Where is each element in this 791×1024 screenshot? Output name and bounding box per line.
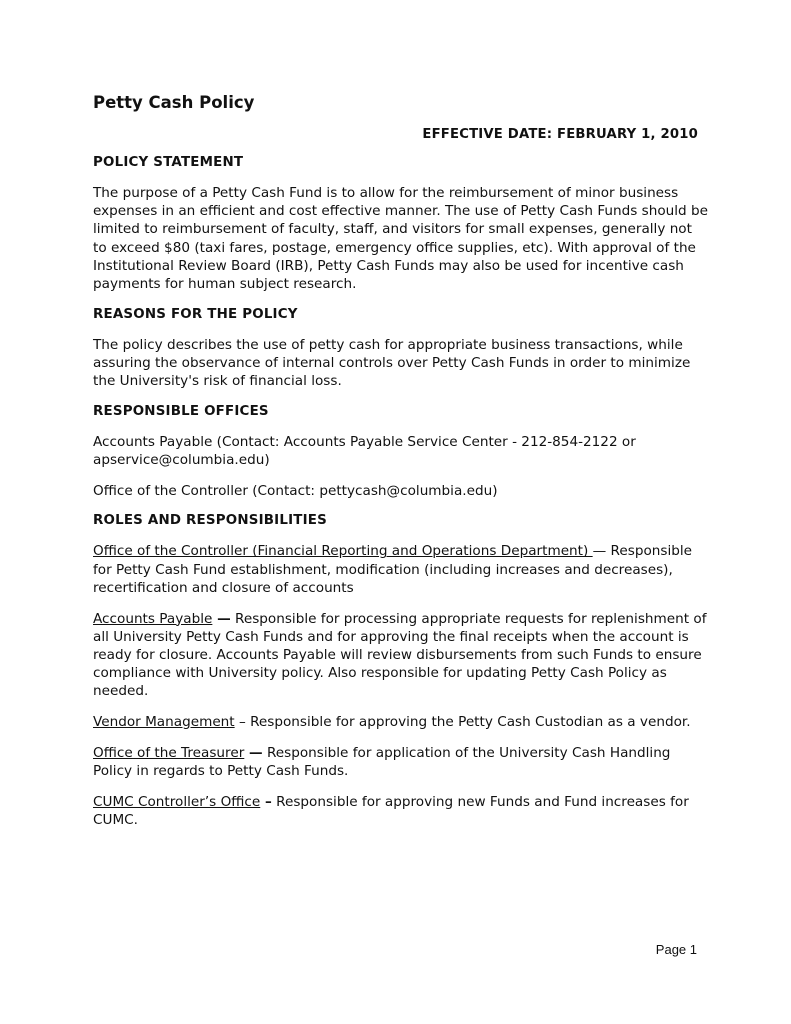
policy-statement-section: [93, 154, 708, 293]
role-description: Responsible for Petty Cash Fund establishment, modification (including increases and decreases), recertification and closure of accounts: [93, 543, 693, 596]
role-office-name: Accounts Payable: [93, 610, 213, 627]
policy-statement-heading: POLICY STATEMENT: [93, 155, 244, 170]
role-office-name: Vendor Management: [93, 714, 235, 731]
role-office-name: Office of the Controller (Financial Reporting and Operations Department): [93, 543, 593, 560]
document-body: [93, 154, 708, 842]
role-dash: –: [260, 793, 272, 810]
role-office-name: Office of the Treasurer: [93, 744, 245, 761]
responsible-office-controller: Office of the Controller (Contact: pettycash@columbia.edu): [93, 482, 498, 499]
role-dash: –: [234, 714, 246, 731]
role-office-name: CUMC Controller’s Office: [93, 793, 261, 810]
role-item-vendor-management: [93, 713, 708, 731]
reasons-heading: REASONS FOR THE POLICY: [93, 306, 298, 322]
role-item-cumc-controller: [93, 793, 708, 829]
document-title: Petty Cash Policy: [93, 93, 255, 112]
role-dash: —: [592, 543, 607, 560]
roles-heading: ROLES AND RESPONSIBILITIES: [93, 513, 327, 529]
role-item-controller: [93, 542, 708, 597]
role-description: Responsible for approving the Petty Cash Custodian as a vendor.: [245, 714, 691, 731]
roles-section: [93, 512, 708, 829]
effective-date: EFFECTIVE DATE: FEBRUARY 1, 2010: [422, 127, 698, 142]
responsible-office-accounts-payable: Accounts Payable (Contact: Accounts Payable Service Center - 212-854-2122 or apservice@columbia.edu): [93, 433, 636, 469]
role-description: Responsible for processing appropriate requests for replenishment of all University Petty Cash Funds and for approving the final receipts when the account is ready for closure. Accounts Payable will review disbursements from such Funds to ensure compliance with University policy. Also responsible for updating Petty Cash Policy as needed.: [93, 610, 707, 700]
responsible-offices-heading: RESPONSIBLE OFFICES: [93, 403, 269, 419]
role-dash: —: [212, 610, 231, 627]
responsible-offices-section: [93, 403, 708, 500]
reasons-text: The policy describes the use of petty cash for appropriate business transactions, while assuring the observance of internal controls over Petty Cash Funds in order to minimize the University's risk of financial loss.: [93, 336, 691, 390]
policy-statement-text: The purpose of a Petty Cash Fund is to allow for the reimbursement of minor business expenses in an efficient and cost effective manner. The use of Petty Cash Funds should be limited to reimbursement of faculty, staff, and visitors for small expenses, generally not to exceed $80 (taxi fares, postage, emergency office supplies, etc). With approval of the Institutional Review Board (IRB), Petty Cash Funds may also be used for incentive cash payments for human subject research.: [93, 185, 709, 293]
role-item-treasurer: [93, 744, 708, 780]
role-item-accounts-payable: [93, 610, 708, 701]
page-number: Page 1: [655, 942, 697, 957]
role-dash: —: [244, 744, 263, 761]
role-description: Responsible for application of the University Cash Handling Policy in regards to Petty Cash Funds.: [93, 744, 671, 779]
reasons-section: [93, 306, 708, 391]
role-description: Responsible for approving new Funds and Fund increases for CUMC.: [93, 793, 689, 828]
